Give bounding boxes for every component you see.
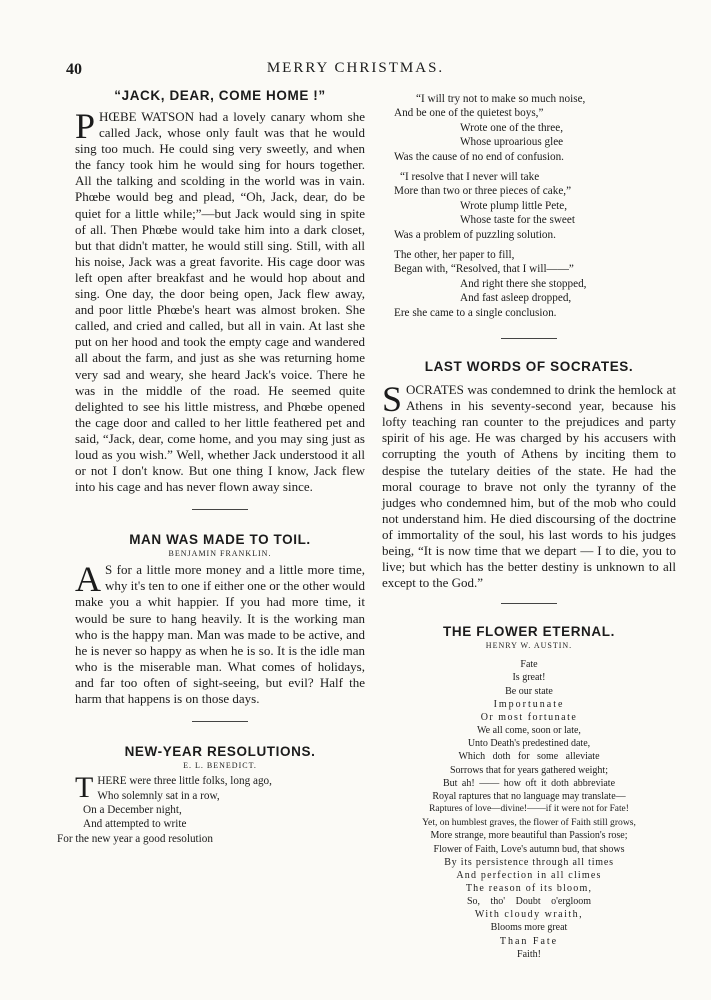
verse-line: Than Fate [499,935,559,947]
article-body: PHŒBE WATSON had a lovely canary whom she called Jack, whose only fault was that he would sing too much. He could sing very sweetly, and when the fancy took him he would sing for hours together. All the talking and scolding in the world was in vain. Phœbe would beg and plead, “Oh, Jack, dear, do be quiet for a little while;”—but Jack would sing in spite of all. Then Phœbe would take him into a dark closet, but that didn't matter, he would still sing. Still, with all his noise, Jack was a great favorite. His cage door was left open after breakfast and he would hop about and sing. One day, the door being open, Jack flew away, and poor little Phœbe's heart was almost broken. She called, and cried and called, but all in vain. At last she put on her hood and took the empty cage and wandered all about the farm, and just as she was returning home very sad and weary, she heard Jack's voice. There he was in the middle of the road. He seemed quite delighted to see his little mistress, and Phœbe opened the cage door and called to her little feathered pet and said, “Jack, dear, come home, and you may sing just as loud as you wish.” Well, whether Jack understood it all or not I don't know. But one thing I know, Jack flew into his cage and has never flown away since. [75,106,365,495]
section-divider [501,338,557,339]
left-column [57,88,365,846]
verse-line: Raptures of love—divine!——if it were not for Fate! [429,804,629,815]
verse-line: Whose taste for the sweet [460,214,575,227]
verse-line: Who solemnly sat in a row, [97,789,220,802]
author-byline: BENJAMIN FRANKLIN. [168,549,272,559]
verse-line: More than two or three pieces of cake,” [394,185,572,198]
drop-cap: S [382,379,403,420]
article-toil [75,532,365,707]
section-divider [192,509,248,510]
poem-body [382,658,676,961]
article-title: MAN WAS MADE TO TOIL. [129,532,311,548]
verse-line: By its persistence through all times [444,856,614,868]
drop-cap: T [75,771,94,805]
article-title: LAST WORDS OF SOCRATES. [424,359,634,375]
verse-line: And fast asleep dropped, [460,292,572,305]
verse-line: Yet, on humblest graves, the flower of Faith still grows, [422,817,636,829]
author-byline: HENRY W. AUSTIN. [485,641,573,651]
verse-line: Importunate [493,698,565,710]
right-column [382,92,676,961]
verse-line: Or most fortunate [480,711,578,723]
verse-line: And be one of the quietest boys,” [394,107,544,120]
verse-line: So, tho' Doubt o'ergloom [466,896,592,908]
drop-cap: A [75,559,101,600]
verse-line: The other, her paper to fill, [394,249,515,262]
verse-line: And perfection in all climes [456,869,602,881]
article-body: A S for a little more money and a little more time, why it's ten to one if either one or the other would make you a whit happier. If you had more time, it would be sure to hang heavily. It is the working man who is the happy man. Man was made to be active, and he is never so happy as when he is so. It is the idle man who is the miserable man. What comes of holidays, and far too often of sight-seeing, but evil? Half the harm that happens is on those days. [75,559,365,706]
verse-line: Fate [520,659,538,671]
verse-stanza [394,92,676,164]
verse-line: Sorrows that for years gathered weight; [449,764,608,776]
verse-stanza [394,248,676,320]
drop-cap: P [75,106,96,146]
verse-line: Was the cause of no end of confusion. [394,150,564,163]
section-divider [501,603,557,604]
verse-line: Whose uproarious glee [460,136,564,149]
poem-flower-eternal [382,624,676,961]
verse-line: On a December night, [83,803,182,816]
verse-line: HERE were three little folks, long ago, [97,775,272,788]
verse-line: Unto Death's predestined date, [467,738,591,750]
author-byline: E. L. BENEDICT. [183,761,257,771]
verse-line: Be our state [505,685,553,697]
section-divider [192,721,248,722]
verse-line: Was a problem of puzzling solution. [394,228,556,241]
verse-line: More strange, more beautiful than Passion's rose; [430,830,628,842]
verse-line: Wrote one of the three, [460,121,563,134]
verse-stanza [394,170,676,242]
verse-line: Which doth for some alleviate [458,751,600,763]
poem-resolutions [57,744,365,846]
verse-line: Royal raptures that no language may translate— [432,790,626,802]
poem-continuation [382,92,676,320]
verse-line: Wrote plump little Pete, [460,199,568,212]
verse-line: “I resolve that I never will take [400,171,540,184]
verse-line: Flower of Faith, Love's autumn bud, that shows [433,843,625,855]
verse-line: And right there she stopped, [460,277,587,290]
verse-line: And attempted to write [83,818,187,831]
verse-line: We all come, soon or late, [477,725,581,737]
poem-body [57,771,365,846]
verse-line: Blooms more great [490,922,568,934]
verse-line: But ah! —— how oft it doth abbreviate [442,777,616,789]
verse-line: Is great! [512,672,546,684]
verse-line: Ere she came to a single conclusion. [394,306,557,319]
article-jack [75,88,365,495]
article-socrates [382,359,676,591]
poem-title: NEW-YEAR RESOLUTIONS. [124,744,316,760]
verse-line: With cloudy wraith, [474,909,584,921]
verse-line: For the new year a good resolution [57,832,213,845]
verse-line: “I will try not to make so much noise, [416,93,586,105]
verse-line: Began with, “Resolved, that I will——” [394,263,574,276]
verse-line: The reason of its bloom, [465,882,593,894]
page-number: 40 [66,61,82,78]
article-title: “JACK, DEAR, COME HOME !” [114,88,326,103]
verse-line: Faith! [517,948,541,960]
poem-title: THE FLOWER ETERNAL. [443,624,615,640]
article-body: SOCRATES was condemned to drink the hemlock at Athens in his seventy-second year, because his lofty teaching ran counter to the prejudices and party spirit of his age. He was charged by his accusers with corrupting the youth of Athens by inciting them to despise the tutelary deities of the state. He had the moral courage to brave not only the tyranny of the judges who condemned him, but of the mob who could not understand him. He died discoursing of the doctrine of immortality of the soul, his last words to his judges being, “It is now time that we depart — I to die, you to live; but which has the better destiny is unknown to all except to the God.” [382,379,676,591]
running-title: MERRY CHRISTMAS. [266,60,445,76]
